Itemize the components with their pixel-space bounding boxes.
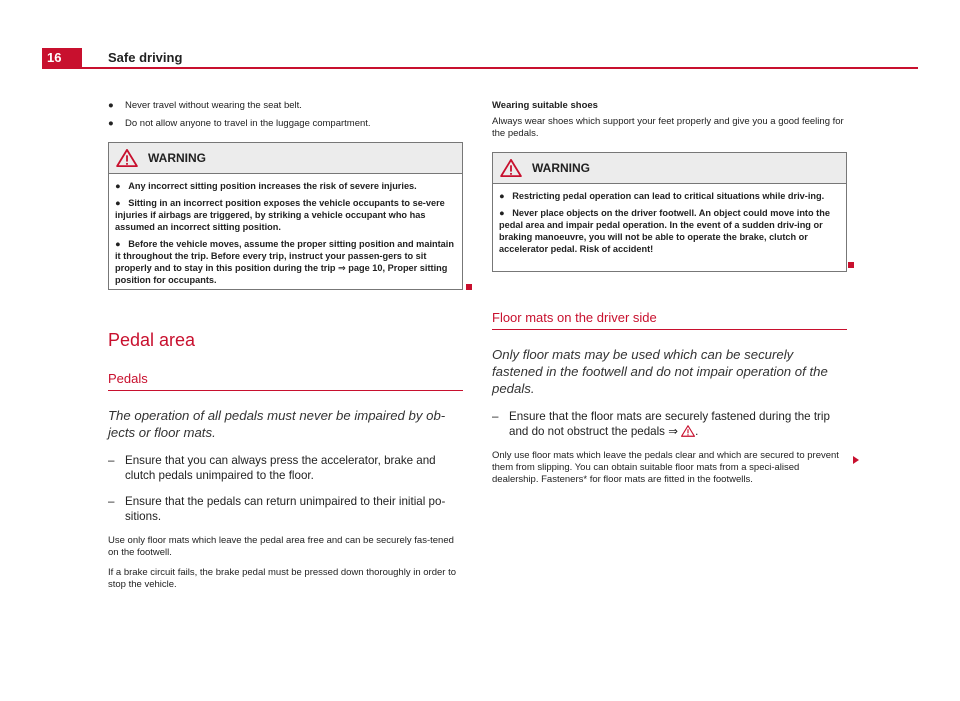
- bullet-icon: ●: [108, 100, 114, 111]
- list-item: – Ensure that the pedals can return unimpaired to their initial po-sitions.: [108, 495, 446, 523]
- intro-text: The operation of all pedals must never be impaired by ob-jects or floor mats.: [108, 408, 446, 440]
- warning-header: [109, 143, 462, 174]
- continue-arrow-icon: [853, 456, 859, 464]
- list-item: – Ensure that the floor mats are securely fastened during the trip and do not obstruct the pedals ⇒ .: [492, 410, 830, 438]
- right-column: [492, 100, 847, 494]
- warning-triangle-icon: [500, 159, 522, 177]
- page-number: 16: [42, 48, 82, 68]
- list-item: ● Do not allow anyone to travel in the luggage compartment.: [108, 118, 371, 129]
- warning-body: [109, 174, 462, 295]
- intro-text: Only floor mats may be used which can be securely fastened in the footwell and do not impair operation of the pedals.: [492, 347, 828, 396]
- paragraph: Use only floor mats which leave the pedal area free and can be securely fas-tened on the footwell.: [108, 535, 454, 558]
- warning-box: [108, 142, 463, 290]
- bullet-icon: ●: [499, 208, 505, 218]
- dash-icon: –: [108, 454, 115, 467]
- warning-item: ● Restricting pedal operation can lead to critical situations while driv-ing.: [499, 191, 825, 201]
- warning-triangle-icon[interactable]: [681, 425, 695, 437]
- warning-item: ● Never place objects on the driver footwell. An object could move into the pedal area and impair pedal operation. In the event of a sudden driv-ing or braking manoeuvre, you will not be able to operate the brake, clutch or accelerator pedal. Risk of accident!: [499, 208, 830, 254]
- end-marker-icon: [848, 262, 854, 268]
- paragraph: Only use floor mats which leave the pedals clear and which are secured to prevent them from slipping. You can obtain suitable floor mats from a speci-alised dealership. Fasteners* for floor mats are fitted in the footwells.: [492, 450, 839, 485]
- warning-box: [492, 152, 847, 272]
- dash-icon: –: [108, 495, 115, 508]
- warning-title: WARNING: [148, 151, 206, 165]
- bullet-icon: ●: [499, 191, 505, 201]
- page-title: Safe driving: [108, 50, 183, 65]
- header-rule: [42, 67, 918, 69]
- warning-item: ● Before the vehicle moves, assume the proper sitting position and maintain it throughout the trip. Before every trip, instruct your passen-gers to sit properly and to stay in this position during the trip ⇒ page 10, Proper sitting position for occupants.: [115, 239, 454, 285]
- bullet-icon: ●: [115, 181, 121, 191]
- shoes-heading: Wearing suitable shoes: [492, 100, 598, 111]
- list-item: – Ensure that you can always press the accelerator, brake and clutch pedals unimpaired to the floor.: [108, 454, 436, 482]
- bullet-icon: ●: [115, 239, 121, 249]
- bullet-icon: ●: [115, 198, 121, 208]
- section-title: Pedal area: [108, 330, 196, 350]
- warning-body: [493, 184, 846, 264]
- shoes-text: Always wear shoes which support your feet properly and give you a good feeling for the pedals.: [492, 116, 844, 139]
- warning-triangle-icon: [116, 149, 138, 167]
- subsection-title: Pedals: [108, 371, 463, 391]
- warning-item: ● Sitting in an incorrect position exposes the vehicle occupants to se-vere injuries if airbags are triggered, by striking a vehicle occupant who has assumed an incorrect sitting position.: [115, 198, 445, 232]
- subsection-title: Floor mats on the driver side: [492, 310, 847, 330]
- warning-header: [493, 153, 846, 184]
- bullet-icon: ●: [108, 118, 114, 129]
- left-column: [108, 100, 463, 599]
- end-marker-icon: [466, 284, 472, 290]
- paragraph: If a brake circuit fails, the brake pedal must be pressed down thoroughly in order to stop the vehicle.: [108, 567, 456, 590]
- warning-title: WARNING: [532, 161, 590, 175]
- warning-item: ● Any incorrect sitting position increases the risk of severe injuries.: [115, 181, 417, 191]
- dash-icon: –: [492, 410, 499, 423]
- list-item: ● Never travel without wearing the seat belt.: [108, 100, 302, 111]
